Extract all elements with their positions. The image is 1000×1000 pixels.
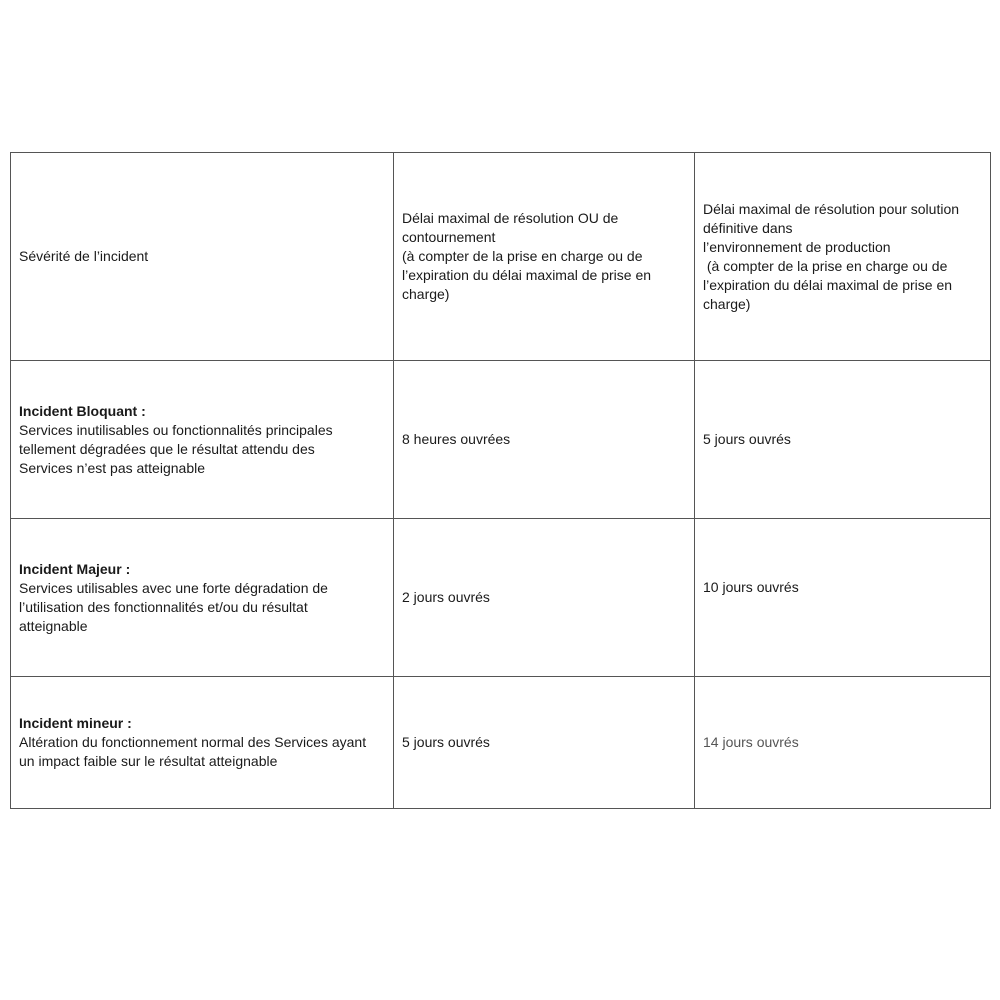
- header-definitive-line: charge): [703, 295, 751, 312]
- definitive-value: 14 jours ouvrés: [703, 734, 799, 750]
- table-row: [11, 519, 991, 677]
- definitive-cell: [695, 361, 991, 519]
- table-header-row: [11, 153, 991, 361]
- table-row: [11, 677, 991, 809]
- severity-title: Incident Bloquant :: [19, 402, 146, 419]
- header-resolution-line: (à compter de la prise en charge ou de: [402, 248, 643, 264]
- header-severity-label: Sévérité de l’incident: [19, 248, 149, 264]
- header-resolution-line: l’expiration du délai maximal de prise en: [402, 267, 652, 283]
- header-severity-cell: [11, 153, 394, 361]
- resolution-value: 8 heures ouvrées: [402, 431, 511, 447]
- resolution-cell: [394, 361, 695, 519]
- header-resolution-line: charge): [402, 286, 450, 302]
- definitive-cell: [695, 519, 991, 677]
- header-resolution-line: Délai maximal de résolution OU de: [402, 210, 619, 226]
- header-definitive-line: définitive dans: [703, 219, 793, 236]
- severity-cell: [11, 677, 394, 809]
- header-resolution-cell: [394, 153, 695, 361]
- header-definitive-line: l’expiration du délai maximal de prise en: [703, 276, 953, 293]
- severity-desc-line: un impact faible sur le résultat atteignable: [19, 753, 278, 769]
- severity-desc-line: Services n’est pas atteignable: [19, 459, 205, 476]
- header-definitive-line: Délai maximal de résolution pour solution: [703, 200, 960, 217]
- incident-sla-table: [10, 152, 991, 809]
- header-definitive-line: l’environnement de production: [703, 238, 891, 255]
- severity-title: Incident mineur :: [19, 715, 132, 731]
- header-resolution-line: contournement: [402, 229, 496, 245]
- header-definitive-cell: [695, 153, 991, 361]
- resolution-cell: [394, 677, 695, 809]
- definitive-value: 10 jours ouvrés: [703, 579, 799, 595]
- severity-desc-line: Services inutilisables ou fonctionnalités principales: [19, 421, 333, 438]
- resolution-value: 2 jours ouvrés: [402, 589, 490, 605]
- severity-desc-line: atteignable: [19, 617, 88, 634]
- severity-desc-line: tellement dégradées que le résultat attendu des: [19, 440, 315, 457]
- table-row: [11, 361, 991, 519]
- definitive-value: 5 jours ouvrés: [703, 431, 791, 447]
- severity-desc-line: Altération du fonctionnement normal des Services ayant: [19, 734, 367, 750]
- header-definitive-line: (à compter de la prise en charge ou de: [703, 257, 948, 274]
- severity-desc-line: l’utilisation des fonctionnalités et/ou du résultat: [19, 598, 308, 615]
- severity-cell: [11, 519, 394, 677]
- severity-title: Incident Majeur :: [19, 560, 131, 577]
- resolution-cell: [394, 519, 695, 677]
- severity-desc-line: Services utilisables avec une forte dégradation de: [19, 579, 328, 596]
- resolution-value: 5 jours ouvrés: [402, 734, 490, 750]
- severity-cell: [11, 361, 394, 519]
- definitive-cell: [695, 677, 991, 809]
